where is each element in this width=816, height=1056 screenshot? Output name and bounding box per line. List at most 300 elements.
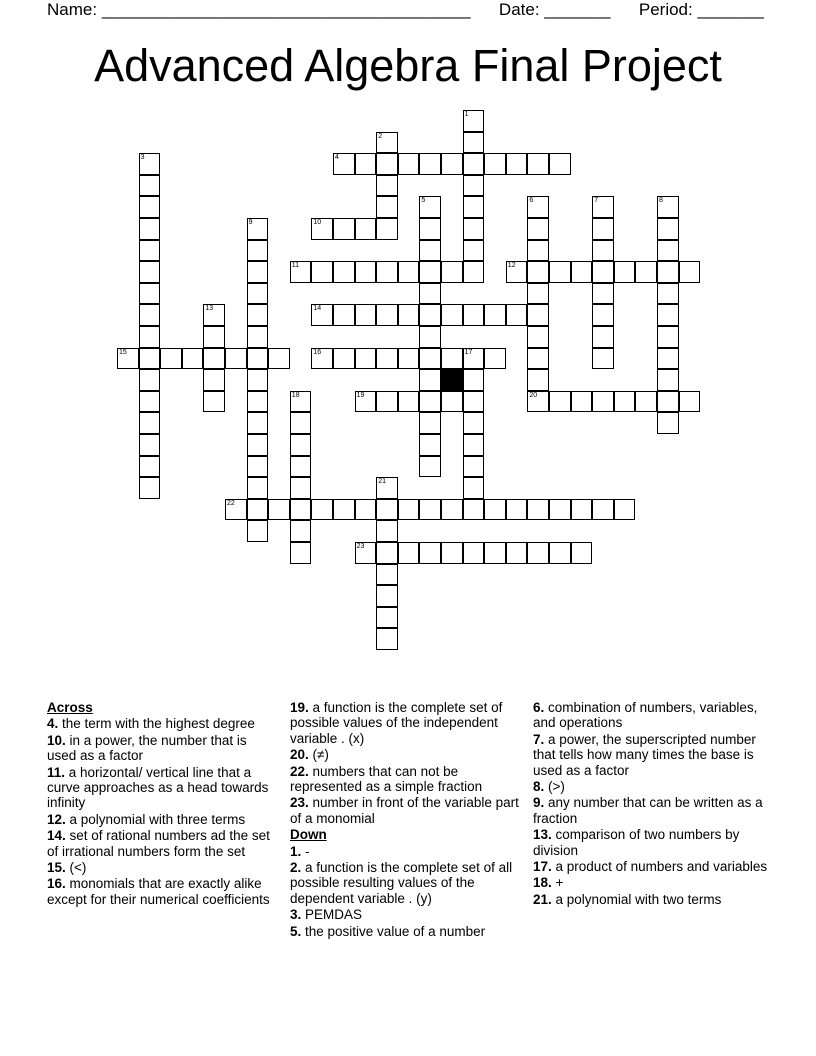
clue-text: -: [301, 843, 310, 859]
page-title: Advanced Algebra Final Project: [94, 40, 722, 91]
grid-cell[interactable]: [139, 218, 161, 240]
grid-cell[interactable]: [203, 348, 225, 370]
clue-number: 3.: [290, 907, 302, 923]
grid-cell[interactable]: [419, 283, 441, 305]
clue-number: 13: [205, 305, 214, 313]
grid-cell[interactable]: [139, 283, 161, 305]
grid-cell[interactable]: [506, 542, 528, 564]
grid-cell[interactable]: [635, 261, 657, 283]
grid-cell[interactable]: [376, 564, 398, 586]
grid-cell[interactable]: [463, 304, 485, 326]
grid-cell[interactable]: [592, 304, 614, 326]
grid-cell[interactable]: [311, 348, 333, 370]
grid-cell[interactable]: [506, 499, 528, 521]
clue-text: (≠): [308, 747, 329, 763]
grid-cell[interactable]: [398, 391, 420, 413]
clue-text: a product of numbers and variables: [551, 859, 768, 875]
grid-cell[interactable]: [592, 240, 614, 262]
grid-cell[interactable]: [549, 261, 571, 283]
clue-number: 6.: [533, 700, 545, 715]
grid-cell[interactable]: [441, 304, 463, 326]
grid-cell[interactable]: [139, 348, 161, 370]
grid-cell[interactable]: [571, 499, 593, 521]
grid-cell[interactable]: [398, 499, 420, 521]
grid-cell[interactable]: [419, 369, 441, 391]
grid-cell[interactable]: [419, 456, 441, 478]
grid-cell[interactable]: [376, 607, 398, 629]
grid-cell[interactable]: [657, 218, 679, 240]
grid-cell[interactable]: [614, 261, 636, 283]
clue-item: [533, 795, 773, 826]
clue-number: 2.: [290, 860, 302, 876]
grid-cell[interactable]: [376, 499, 398, 521]
grid-cell[interactable]: [441, 153, 463, 175]
clue-text: (>): [544, 779, 565, 795]
clue-text: a function is the complete set of possible values of the independent variable . (x): [290, 700, 503, 746]
grid-cell[interactable]: [549, 499, 571, 521]
clue-item: [47, 716, 279, 731]
clue-column-3: [533, 700, 773, 908]
clue-number: 10: [313, 219, 322, 226]
grid-cell[interactable]: [549, 153, 571, 175]
grid-cell[interactable]: [463, 434, 485, 456]
grid-cell[interactable]: [398, 542, 420, 564]
black-square: [441, 369, 463, 391]
clue-item: [47, 828, 279, 859]
grid-cell[interactable]: [139, 304, 161, 326]
grid-cell[interactable]: [419, 196, 441, 218]
clue-item: [533, 859, 773, 874]
grid-cell[interactable]: [139, 240, 161, 262]
clue-number: 8: [659, 197, 663, 205]
grid-cell[interactable]: [463, 175, 485, 197]
grid-cell[interactable]: [527, 369, 549, 391]
grid-cell[interactable]: [419, 153, 441, 175]
grid-cell[interactable]: [139, 261, 161, 283]
grid-cell[interactable]: [527, 326, 549, 348]
grid-cell[interactable]: [463, 456, 485, 478]
grid-cell[interactable]: [203, 326, 225, 348]
clue-text: comparison of two numbers by division: [533, 827, 740, 858]
down-heading: Down: [290, 827, 327, 843]
clue-number: 20.: [290, 747, 309, 763]
grid-cell[interactable]: [139, 434, 161, 456]
grid-cell[interactable]: [398, 348, 420, 370]
grid-cell[interactable]: [484, 542, 506, 564]
grid-cell[interactable]: [376, 304, 398, 326]
clue-text: numbers that can not be represented as a simple fraction: [290, 763, 483, 795]
clue-item: [533, 875, 773, 890]
grid-cell[interactable]: [527, 348, 549, 370]
clue-number: 5.: [290, 923, 302, 939]
grid-cell[interactable]: [419, 240, 441, 262]
grid-cell[interactable]: [614, 391, 636, 413]
across-heading: Across: [47, 700, 93, 715]
grid-cell[interactable]: [635, 391, 657, 413]
grid-cell[interactable]: [592, 218, 614, 240]
grid-cell[interactable]: [355, 261, 377, 283]
clue-text: a horizontal/ vertical line that a curve approaches as a head towards infinity: [47, 764, 269, 811]
grid-cell[interactable]: [419, 326, 441, 348]
clue-column-2: [290, 700, 522, 940]
grid-cell[interactable]: [290, 434, 312, 456]
down-clue-list: [290, 844, 522, 939]
grid-cell[interactable]: [376, 218, 398, 240]
clue-item: [290, 700, 522, 746]
grid-cell[interactable]: [376, 542, 398, 564]
grid-cell[interactable]: [247, 391, 269, 413]
grid-cell[interactable]: [679, 391, 701, 413]
grid-cell[interactable]: [527, 304, 549, 326]
grid-cell[interactable]: [290, 520, 312, 542]
grid-cell[interactable]: [290, 477, 312, 499]
grid-cell[interactable]: [527, 391, 549, 413]
date-label: Date:: [498, 0, 540, 19]
grid-cell[interactable]: [355, 499, 377, 521]
grid-cell[interactable]: [419, 542, 441, 564]
clue-item: [533, 827, 773, 858]
grid-cell[interactable]: [139, 391, 161, 413]
clue-item: [47, 765, 279, 811]
clue-number: 12.: [47, 811, 66, 827]
clue-text: the term with the highest degree: [58, 716, 255, 732]
grid-cell[interactable]: [571, 261, 593, 283]
grid-cell[interactable]: [376, 477, 398, 499]
grid-cell[interactable]: [376, 153, 398, 175]
grid-cell[interactable]: [398, 304, 420, 326]
grid-cell[interactable]: [484, 153, 506, 175]
grid-cell[interactable]: [657, 348, 679, 370]
grid-cell[interactable]: [376, 132, 398, 154]
grid-cell[interactable]: [463, 261, 485, 283]
clue-number: 10.: [47, 732, 66, 748]
grid-cell[interactable]: [376, 391, 398, 413]
grid-cell[interactable]: [376, 520, 398, 542]
grid-cell[interactable]: [592, 283, 614, 305]
grid-cell[interactable]: [657, 240, 679, 262]
date-blank[interactable]: _______: [544, 0, 611, 19]
grid-cell[interactable]: [160, 348, 182, 370]
grid-cell[interactable]: [355, 391, 377, 413]
grid-cell[interactable]: [463, 132, 485, 154]
clue-number: 19.: [290, 700, 309, 715]
clue-number: 23: [356, 543, 365, 550]
grid-cell[interactable]: [463, 499, 485, 521]
clue-text: a power, the superscripted number that tells how many times the base is used as a factor: [533, 731, 756, 778]
grid-cell[interactable]: [247, 326, 269, 348]
grid-cell[interactable]: [463, 153, 485, 175]
grid-cell[interactable]: [247, 520, 269, 542]
grid-cell[interactable]: [247, 477, 269, 499]
grid-cell[interactable]: [225, 348, 247, 370]
grid-cell[interactable]: [311, 261, 333, 283]
grid-cell[interactable]: [290, 542, 312, 564]
across-clue-list: [47, 716, 279, 907]
clue-number: 7.: [533, 731, 545, 747]
grid-cell[interactable]: [463, 542, 485, 564]
grid-cell[interactable]: [247, 348, 269, 370]
grid-cell[interactable]: [139, 456, 161, 478]
grid-cell[interactable]: [333, 499, 355, 521]
grid-cell[interactable]: [225, 499, 247, 521]
grid-cell[interactable]: [247, 218, 269, 240]
clue-number: 15.: [47, 860, 66, 876]
grid-cell[interactable]: [203, 391, 225, 413]
grid-cell[interactable]: [333, 304, 355, 326]
grid-cell[interactable]: [506, 261, 528, 283]
grid-cell[interactable]: [247, 434, 269, 456]
clue-item: [47, 876, 279, 907]
grid-cell[interactable]: [484, 499, 506, 521]
grid-cell[interactable]: [247, 283, 269, 305]
grid-cell[interactable]: [290, 261, 312, 283]
grid-cell[interactable]: [247, 369, 269, 391]
grid-cell[interactable]: [333, 153, 355, 175]
grid-cell[interactable]: [463, 369, 485, 391]
grid-cell[interactable]: [592, 348, 614, 370]
grid-cell[interactable]: [117, 348, 139, 370]
grid-cell[interactable]: [441, 391, 463, 413]
grid-cell[interactable]: [247, 304, 269, 326]
clue-item: [533, 779, 773, 794]
grid-cell[interactable]: [527, 196, 549, 218]
grid-cell[interactable]: [247, 261, 269, 283]
clue-text: (<): [65, 860, 87, 876]
grid-cell[interactable]: [290, 412, 312, 434]
clue-item: [47, 860, 279, 875]
grid-cell[interactable]: [355, 153, 377, 175]
grid-cell[interactable]: [592, 391, 614, 413]
grid-cell[interactable]: [657, 326, 679, 348]
grid-cell[interactable]: [657, 412, 679, 434]
clue-number: 14: [313, 305, 322, 313]
clue-item: [47, 812, 279, 827]
grid-cell[interactable]: [657, 283, 679, 305]
grid-cell[interactable]: [484, 348, 506, 370]
clue-number: 2: [378, 132, 383, 140]
grid-cell[interactable]: [419, 499, 441, 521]
clue-item: [290, 907, 522, 922]
grid-cell[interactable]: [311, 218, 333, 240]
grid-cell[interactable]: [484, 304, 506, 326]
clue-number: 21: [378, 478, 386, 486]
grid-cell[interactable]: [333, 261, 355, 283]
clue-number: 18: [291, 391, 300, 399]
clue-text: +: [551, 875, 564, 891]
grid-cell[interactable]: [614, 499, 636, 521]
clue-text: any number that can be written as a fraction: [533, 795, 763, 826]
clue-number: 7: [594, 197, 599, 205]
grid-cell[interactable]: [463, 218, 485, 240]
grid-cell[interactable]: [290, 456, 312, 478]
grid-cell[interactable]: [527, 153, 549, 175]
grid-cell[interactable]: [376, 585, 398, 607]
clue-number: 18.: [533, 875, 552, 891]
clue-number: 9: [248, 219, 253, 226]
clue-item: [533, 700, 773, 731]
clue-item: [290, 924, 522, 939]
clue-number: 23.: [290, 795, 309, 811]
grid-cell[interactable]: [527, 261, 549, 283]
grid-cell[interactable]: [463, 196, 485, 218]
grid-cell[interactable]: [419, 304, 441, 326]
clue-item: [290, 860, 522, 906]
clue-text: a polynomial with two terms: [551, 891, 722, 907]
grid-cell[interactable]: [527, 283, 549, 305]
clue-number: 22.: [290, 763, 309, 779]
grid-cell[interactable]: [333, 218, 355, 240]
grid-cell[interactable]: [247, 240, 269, 262]
grid-cell[interactable]: [657, 369, 679, 391]
grid-cell[interactable]: [592, 499, 614, 521]
grid-cell[interactable]: [398, 153, 420, 175]
grid-cell[interactable]: [268, 499, 290, 521]
grid-cell[interactable]: [419, 261, 441, 283]
grid-cell[interactable]: [419, 348, 441, 370]
grid-cell[interactable]: [247, 412, 269, 434]
clue-number: 15: [119, 348, 127, 356]
clue-number: 17.: [533, 859, 552, 875]
grid-cell[interactable]: [311, 499, 333, 521]
clue-text: a function is the complete set of all possible resulting values of the dependent variable . (y): [290, 860, 513, 906]
clue-text: monomials that are exactly alike except for their numerical coefficients: [47, 876, 270, 907]
clue-number: 9.: [533, 795, 545, 811]
grid-cell[interactable]: [376, 175, 398, 197]
clue-number: 16.: [47, 876, 66, 892]
grid-cell[interactable]: [592, 196, 614, 218]
grid-cell[interactable]: [376, 196, 398, 218]
name-blank[interactable]: _______________________________________: [101, 0, 471, 19]
grid-cell[interactable]: [463, 477, 485, 499]
grid-cell[interactable]: [506, 153, 528, 175]
clue-number: 5: [421, 197, 426, 205]
clue-item: [290, 764, 522, 795]
grid-cell[interactable]: [268, 348, 290, 370]
clue-item: [290, 747, 522, 762]
grid-cell[interactable]: [463, 348, 485, 370]
clue-number: 8.: [533, 779, 545, 795]
grid-cell[interactable]: [463, 412, 485, 434]
clue-number: 11: [291, 262, 300, 270]
grid-cell[interactable]: [139, 412, 161, 434]
clue-number: 12: [507, 262, 516, 270]
clue-number: 19: [356, 391, 365, 399]
period-label: Period:: [638, 0, 693, 19]
grid-cell[interactable]: [419, 391, 441, 413]
clue-number: 4.: [47, 716, 59, 732]
grid-cell[interactable]: [247, 456, 269, 478]
grid-cell[interactable]: [290, 391, 312, 413]
grid-cell[interactable]: [441, 261, 463, 283]
grid-cell[interactable]: [463, 240, 485, 262]
grid-cell[interactable]: [203, 369, 225, 391]
clue-text: in a power, the number that is used as a factor: [47, 732, 247, 764]
clue-number: 13.: [533, 827, 552, 843]
grid-cell[interactable]: [441, 542, 463, 564]
grid-cell[interactable]: [441, 499, 463, 521]
grid-cell[interactable]: [139, 369, 161, 391]
clue-text: combination of numbers, variables, and operations: [533, 700, 758, 731]
clue-text: set of rational numbers ad the set of irrational numbers form the set: [47, 828, 270, 859]
grid-cell[interactable]: [333, 348, 355, 370]
grid-cell[interactable]: [679, 261, 701, 283]
grid-cell[interactable]: [355, 218, 377, 240]
clue-item: [533, 892, 773, 907]
grid-cell[interactable]: [419, 412, 441, 434]
grid-cell[interactable]: [139, 477, 161, 499]
grid-cell[interactable]: [657, 304, 679, 326]
clue-number: 22: [227, 499, 235, 507]
clue-number: 17: [464, 348, 473, 356]
grid-cell[interactable]: [139, 153, 161, 175]
grid-cell[interactable]: [527, 218, 549, 240]
grid-cell[interactable]: [527, 542, 549, 564]
grid-cell[interactable]: [376, 628, 398, 650]
grid-cell[interactable]: [376, 348, 398, 370]
grid-cell[interactable]: [592, 326, 614, 348]
grid-cell[interactable]: [355, 348, 377, 370]
grid-cell[interactable]: [290, 499, 312, 521]
grid-cell[interactable]: [203, 304, 225, 326]
grid-cell[interactable]: [419, 218, 441, 240]
clue-number: 1.: [290, 843, 302, 859]
clue-text: number in front of the variable part of a monomial: [290, 795, 519, 826]
period-blank[interactable]: _______: [697, 0, 764, 19]
grid-cell[interactable]: [463, 110, 485, 132]
grid-cell[interactable]: [506, 304, 528, 326]
grid-cell[interactable]: [376, 261, 398, 283]
grid-cell[interactable]: [419, 434, 441, 456]
clue-text: PEMDAS: [301, 907, 363, 923]
grid-cell[interactable]: [571, 542, 593, 564]
grid-cell[interactable]: [182, 348, 204, 370]
clue-number: 4: [335, 154, 339, 162]
clue-column-1: [47, 700, 279, 908]
down-clue-list-continued: [533, 700, 773, 907]
grid-cell[interactable]: [657, 196, 679, 218]
clue-number: 14.: [47, 828, 66, 844]
grid-cell[interactable]: [139, 326, 161, 348]
grid-cell[interactable]: [571, 391, 593, 413]
clue-number: 11.: [47, 764, 66, 780]
grid-cell[interactable]: [139, 196, 161, 218]
clue-item: [533, 732, 773, 778]
clue-number: 6: [529, 197, 534, 205]
grid-cell[interactable]: [549, 391, 571, 413]
grid-cell[interactable]: [527, 240, 549, 262]
clue-number: 16: [313, 348, 322, 356]
grid-cell[interactable]: [592, 261, 614, 283]
grid-cell[interactable]: [398, 261, 420, 283]
grid-cell[interactable]: [247, 499, 269, 521]
across-clue-list-continued: [290, 700, 522, 826]
grid-cell[interactable]: [355, 304, 377, 326]
clue-number: 20: [529, 391, 538, 399]
grid-cell[interactable]: [527, 499, 549, 521]
grid-cell[interactable]: [549, 542, 571, 564]
clue-number: 1: [464, 111, 469, 118]
clue-text: the positive value of a number: [301, 923, 486, 939]
grid-cell[interactable]: [355, 542, 377, 564]
grid-cell[interactable]: [441, 348, 463, 370]
grid-cell[interactable]: [311, 304, 333, 326]
grid-cell[interactable]: [657, 391, 679, 413]
grid-cell[interactable]: [657, 261, 679, 283]
grid-cell[interactable]: [463, 391, 485, 413]
clue-item: [47, 733, 279, 764]
clue-number: 21.: [533, 891, 552, 907]
grid-cell[interactable]: [139, 175, 161, 197]
